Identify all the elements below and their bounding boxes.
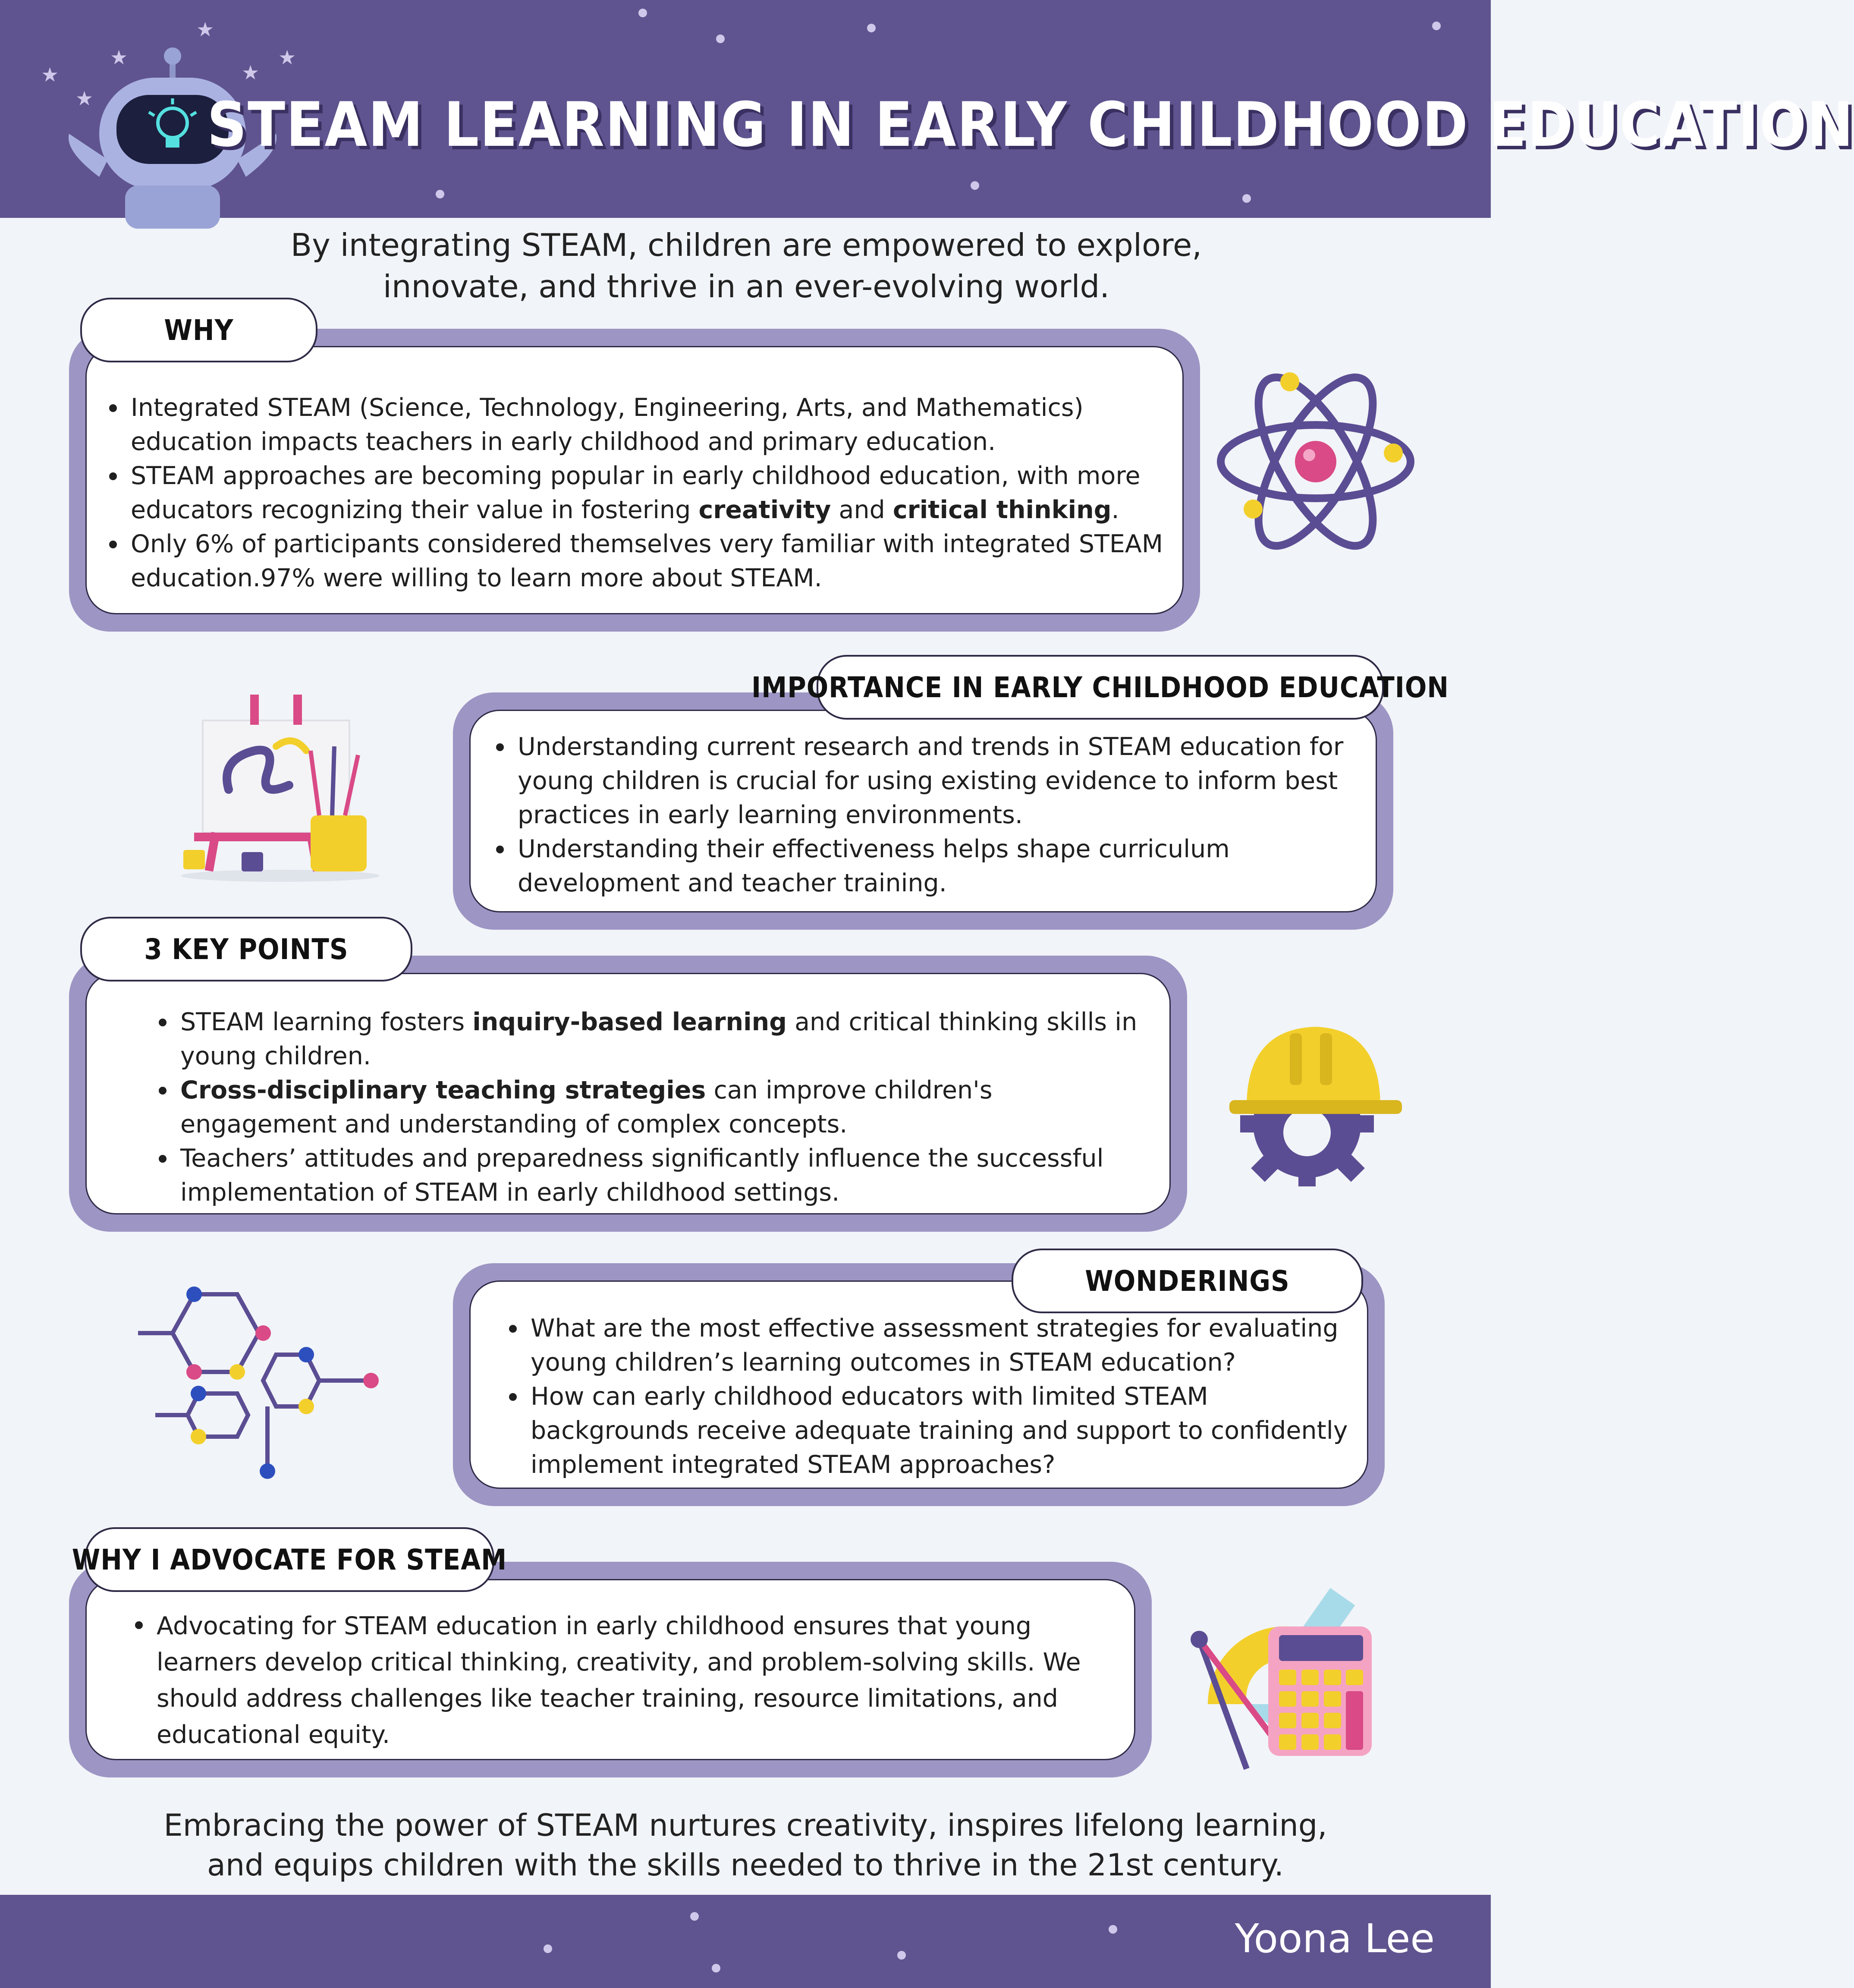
list-item: Integrated STEAM (Science, Technology, Engineering, Arts, and Mathematics) education impacts teachers in early childhood and primary education. — [106, 391, 1193, 459]
list-item: STEAM approaches are becoming popular in early childhood education, with more educators recognizing their value in fostering creativity and critical thinking. — [106, 459, 1193, 527]
intro-text — [129, 224, 1363, 307]
star-icon: ★ — [242, 61, 260, 84]
star-dot — [712, 1964, 720, 1972]
section-importance-heading: IMPORTANCE IN EARLY CHILDHOOD EDUCATION — [817, 655, 1384, 720]
star-dot — [897, 1951, 906, 1960]
why-list — [106, 391, 1193, 595]
advocate-list — [132, 1608, 1111, 1753]
list-item: How can early childhood educators with limited STEAM backgrounds receive adequate training and support to confidently implement integrated STEAM approaches? — [506, 1380, 1373, 1482]
intro-line-1: By integrating STEAM, children are empowered to explore, — [290, 227, 1202, 263]
closing-text — [86, 1806, 1405, 1885]
section-advocate-heading: WHY I ADVOCATE FOR STEAM — [85, 1527, 494, 1592]
atom-icon — [1212, 362, 1419, 561]
wonderings-list — [506, 1312, 1373, 1482]
star-dot — [1109, 1925, 1117, 1934]
star-dot — [1432, 22, 1441, 30]
star-dot — [971, 181, 979, 190]
star-dot — [1242, 194, 1251, 203]
list-item: Only 6% of participants considered themselves very familiar with integrated STEAM education.97% were willing to learn more about STEAM. — [106, 527, 1193, 595]
author-name: Yoona Lee — [1235, 1916, 1435, 1962]
section-key-points-heading: 3 KEY POINTS — [80, 917, 412, 981]
star-dot — [436, 190, 444, 198]
list-item: Advocating for STEAM education in early childhood ensures that young learners develop critical thinking, creativity, and problem-solving skills. We should address challenges like teacher training, resource limitations, and educational equity. — [132, 1608, 1111, 1753]
star-icon: ★ — [278, 46, 296, 69]
star-dot — [690, 1912, 699, 1921]
hard-hat-gear-icon — [1221, 1007, 1402, 1189]
section-why-heading: WHY — [80, 298, 317, 362]
star-dot — [867, 24, 876, 32]
star-icon: ★ — [196, 18, 214, 41]
list-item: Understanding their effectiveness helps shape curriculum development and teacher training. — [493, 832, 1373, 900]
list-item: Teachers’ attitudes and preparedness significantly influence the successful implementation of STEAM in early childhood settings. — [155, 1142, 1152, 1210]
math-tools-calculator-icon — [1173, 1579, 1380, 1782]
star-dot — [544, 1944, 552, 1953]
list-item: STEAM learning fosters inquiry-based learning and critical thinking skills in young children. — [155, 1005, 1152, 1073]
closing-line-2: and equips children with the skills needed to thrive in the 21st century. — [207, 1847, 1284, 1883]
list-item: Understanding current research and trends in STEAM education for young children is crucial for using existing evidence to inform best practices in early learning environments. — [493, 730, 1373, 832]
star-icon: ★ — [75, 87, 94, 110]
star-icon: ★ — [110, 46, 128, 69]
list-item: Cross-disciplinary teaching strategies can improve children's engagement and understanding of complex concepts. — [155, 1073, 1152, 1142]
closing-line-1: Embracing the power of STEAM nurtures creativity, inspires lifelong learning, — [163, 1808, 1327, 1843]
easel-paint-icon — [168, 686, 393, 884]
star-dot — [638, 9, 647, 17]
header-banner — [0, 0, 1854, 218]
star-icon: ★ — [41, 63, 59, 86]
molecule-icon — [138, 1286, 388, 1480]
list-item: What are the most effective assessment strategies for evaluating young children’s learning outcomes in STEAM education? — [506, 1312, 1373, 1380]
page-title: STEAM LEARNING IN EARLY CHILDHOOD EDUCATION — [207, 89, 1854, 160]
key-points-list — [155, 1005, 1152, 1210]
importance-list — [493, 730, 1373, 900]
section-wonderings-heading: WONDERINGS — [1012, 1249, 1363, 1313]
intro-line-2: innovate, and thrive in an ever-evolving world. — [383, 268, 1110, 305]
star-dot — [716, 35, 725, 43]
